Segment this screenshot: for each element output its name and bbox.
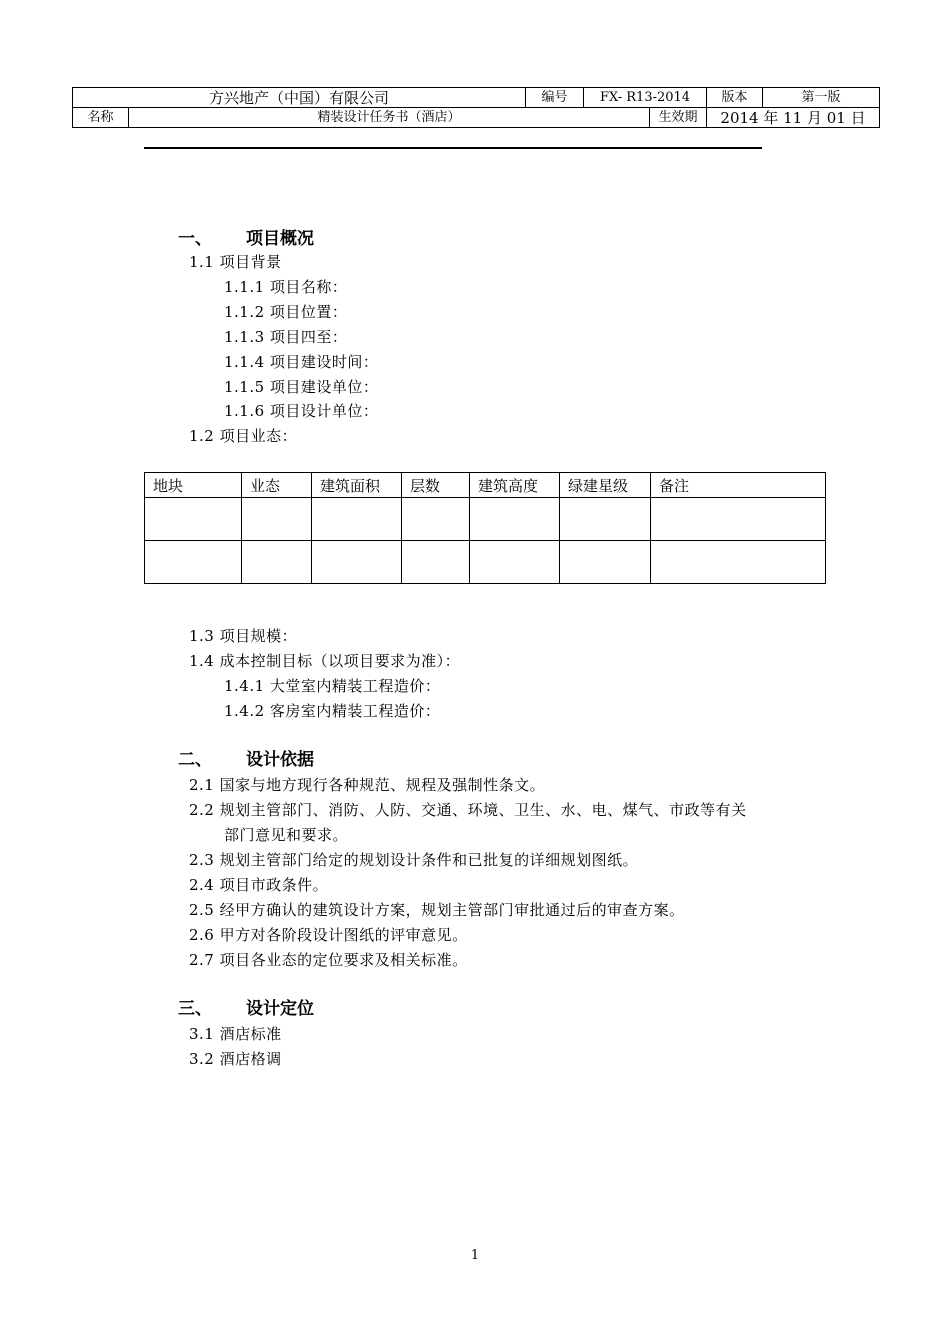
table-cell [651, 498, 826, 541]
section-3-title: 设计定位 [246, 999, 314, 1019]
item-1-1-4: 1.1.4 项目建设时间： [224, 353, 379, 371]
table-row [145, 541, 826, 584]
item-1-3: 1.3 项目规模： [189, 627, 298, 645]
table-cell [145, 541, 242, 584]
table-cell [242, 541, 312, 584]
section-3-heading [178, 998, 314, 1020]
table-header-cell: 建筑高度 [470, 473, 560, 498]
document-header-table [72, 87, 880, 128]
table-header-cell: 备注 [651, 473, 826, 498]
company-name: 方兴地产（中国）有限公司 [73, 88, 526, 108]
item-2-7: 2.7 项目各业态的定位要求及相关标准。 [189, 951, 468, 969]
table-header-cell: 地块 [145, 473, 242, 498]
item-2-4: 2.4 项目市政条件。 [189, 876, 329, 894]
table-cell [651, 541, 826, 584]
table-cell [560, 498, 651, 541]
table-row [145, 498, 826, 541]
table-cell [470, 541, 560, 584]
section-2-heading [178, 749, 314, 771]
page-number: 1 [470, 1248, 480, 1263]
section-2-number: 二、 [178, 750, 212, 770]
item-1-1-6: 1.1.6 项目设计单位： [224, 402, 379, 420]
effective-date-label: 生效期 [650, 108, 707, 128]
table-header-cell: 绿建星级 [560, 473, 651, 498]
section-3-number: 三、 [178, 999, 212, 1019]
code-value: FX- R13-2014 [584, 88, 707, 108]
table-cell [242, 498, 312, 541]
section-1-heading [178, 228, 314, 250]
item-1-4-1: 1.4.1 大堂室内精装工程造价： [224, 677, 441, 695]
item-1-4-2: 1.4.2 客房室内精装工程造价： [224, 702, 441, 720]
item-1-2: 1.2 项目业态： [189, 427, 298, 445]
table-header-cell: 层数 [402, 473, 470, 498]
header-divider [144, 147, 762, 149]
document-name: 精装设计任务书（酒店） [129, 108, 650, 128]
item-2-1: 2.1 国家与地方现行各种规范、规程及强制性条文。 [189, 776, 546, 794]
table-header-cell: 建筑面积 [312, 473, 402, 498]
effective-date-value: 2014 年 11 月 01 日 [707, 108, 880, 128]
table-cell [402, 498, 470, 541]
item-1-1: 1.1 项目背景 [189, 253, 282, 271]
section-1-title: 项目概况 [246, 229, 314, 249]
item-2-3: 2.3 规划主管部门给定的规划设计条件和已批复的详细规划图纸。 [189, 851, 639, 869]
item-1-1-2: 1.1.2 项目位置： [224, 303, 348, 321]
section-2-title: 设计依据 [246, 750, 314, 770]
item-1-1-5: 1.1.5 项目建设单位： [224, 378, 379, 396]
table-cell [402, 541, 470, 584]
table-cell [312, 498, 402, 541]
table-cell [312, 541, 402, 584]
table-header-cell: 业态 [242, 473, 312, 498]
table-cell [145, 498, 242, 541]
item-1-4: 1.4 成本控制目标（以项目要求为准）： [189, 652, 461, 670]
section-1-number: 一、 [178, 229, 212, 249]
code-label: 编号 [526, 88, 584, 108]
version-label: 版本 [707, 88, 763, 108]
item-2-2: 2.2 规划主管部门、消防、人防、交通、环境、卫生、水、电、煤气、市政等有关 [189, 801, 747, 819]
item-2-2-continued: 部门意见和要求。 [224, 826, 349, 844]
item-2-6: 2.6 甲方对各阶段设计图纸的评审意见。 [189, 926, 468, 944]
item-1-1-3: 1.1.3 项目四至： [224, 328, 348, 346]
item-1-1-1: 1.1.1 项目名称： [224, 278, 348, 296]
table-cell [560, 541, 651, 584]
item-3-1: 3.1 酒店标准 [189, 1025, 282, 1043]
name-label: 名称 [73, 108, 129, 128]
item-2-5: 2.5 经甲方确认的建筑设计方案，规划主管部门审批通过后的审查方案。 [189, 901, 685, 919]
table-cell [470, 498, 560, 541]
business-type-table [144, 472, 826, 584]
item-3-2: 3.2 酒店格调 [189, 1050, 282, 1068]
version-value: 第一版 [763, 88, 880, 108]
